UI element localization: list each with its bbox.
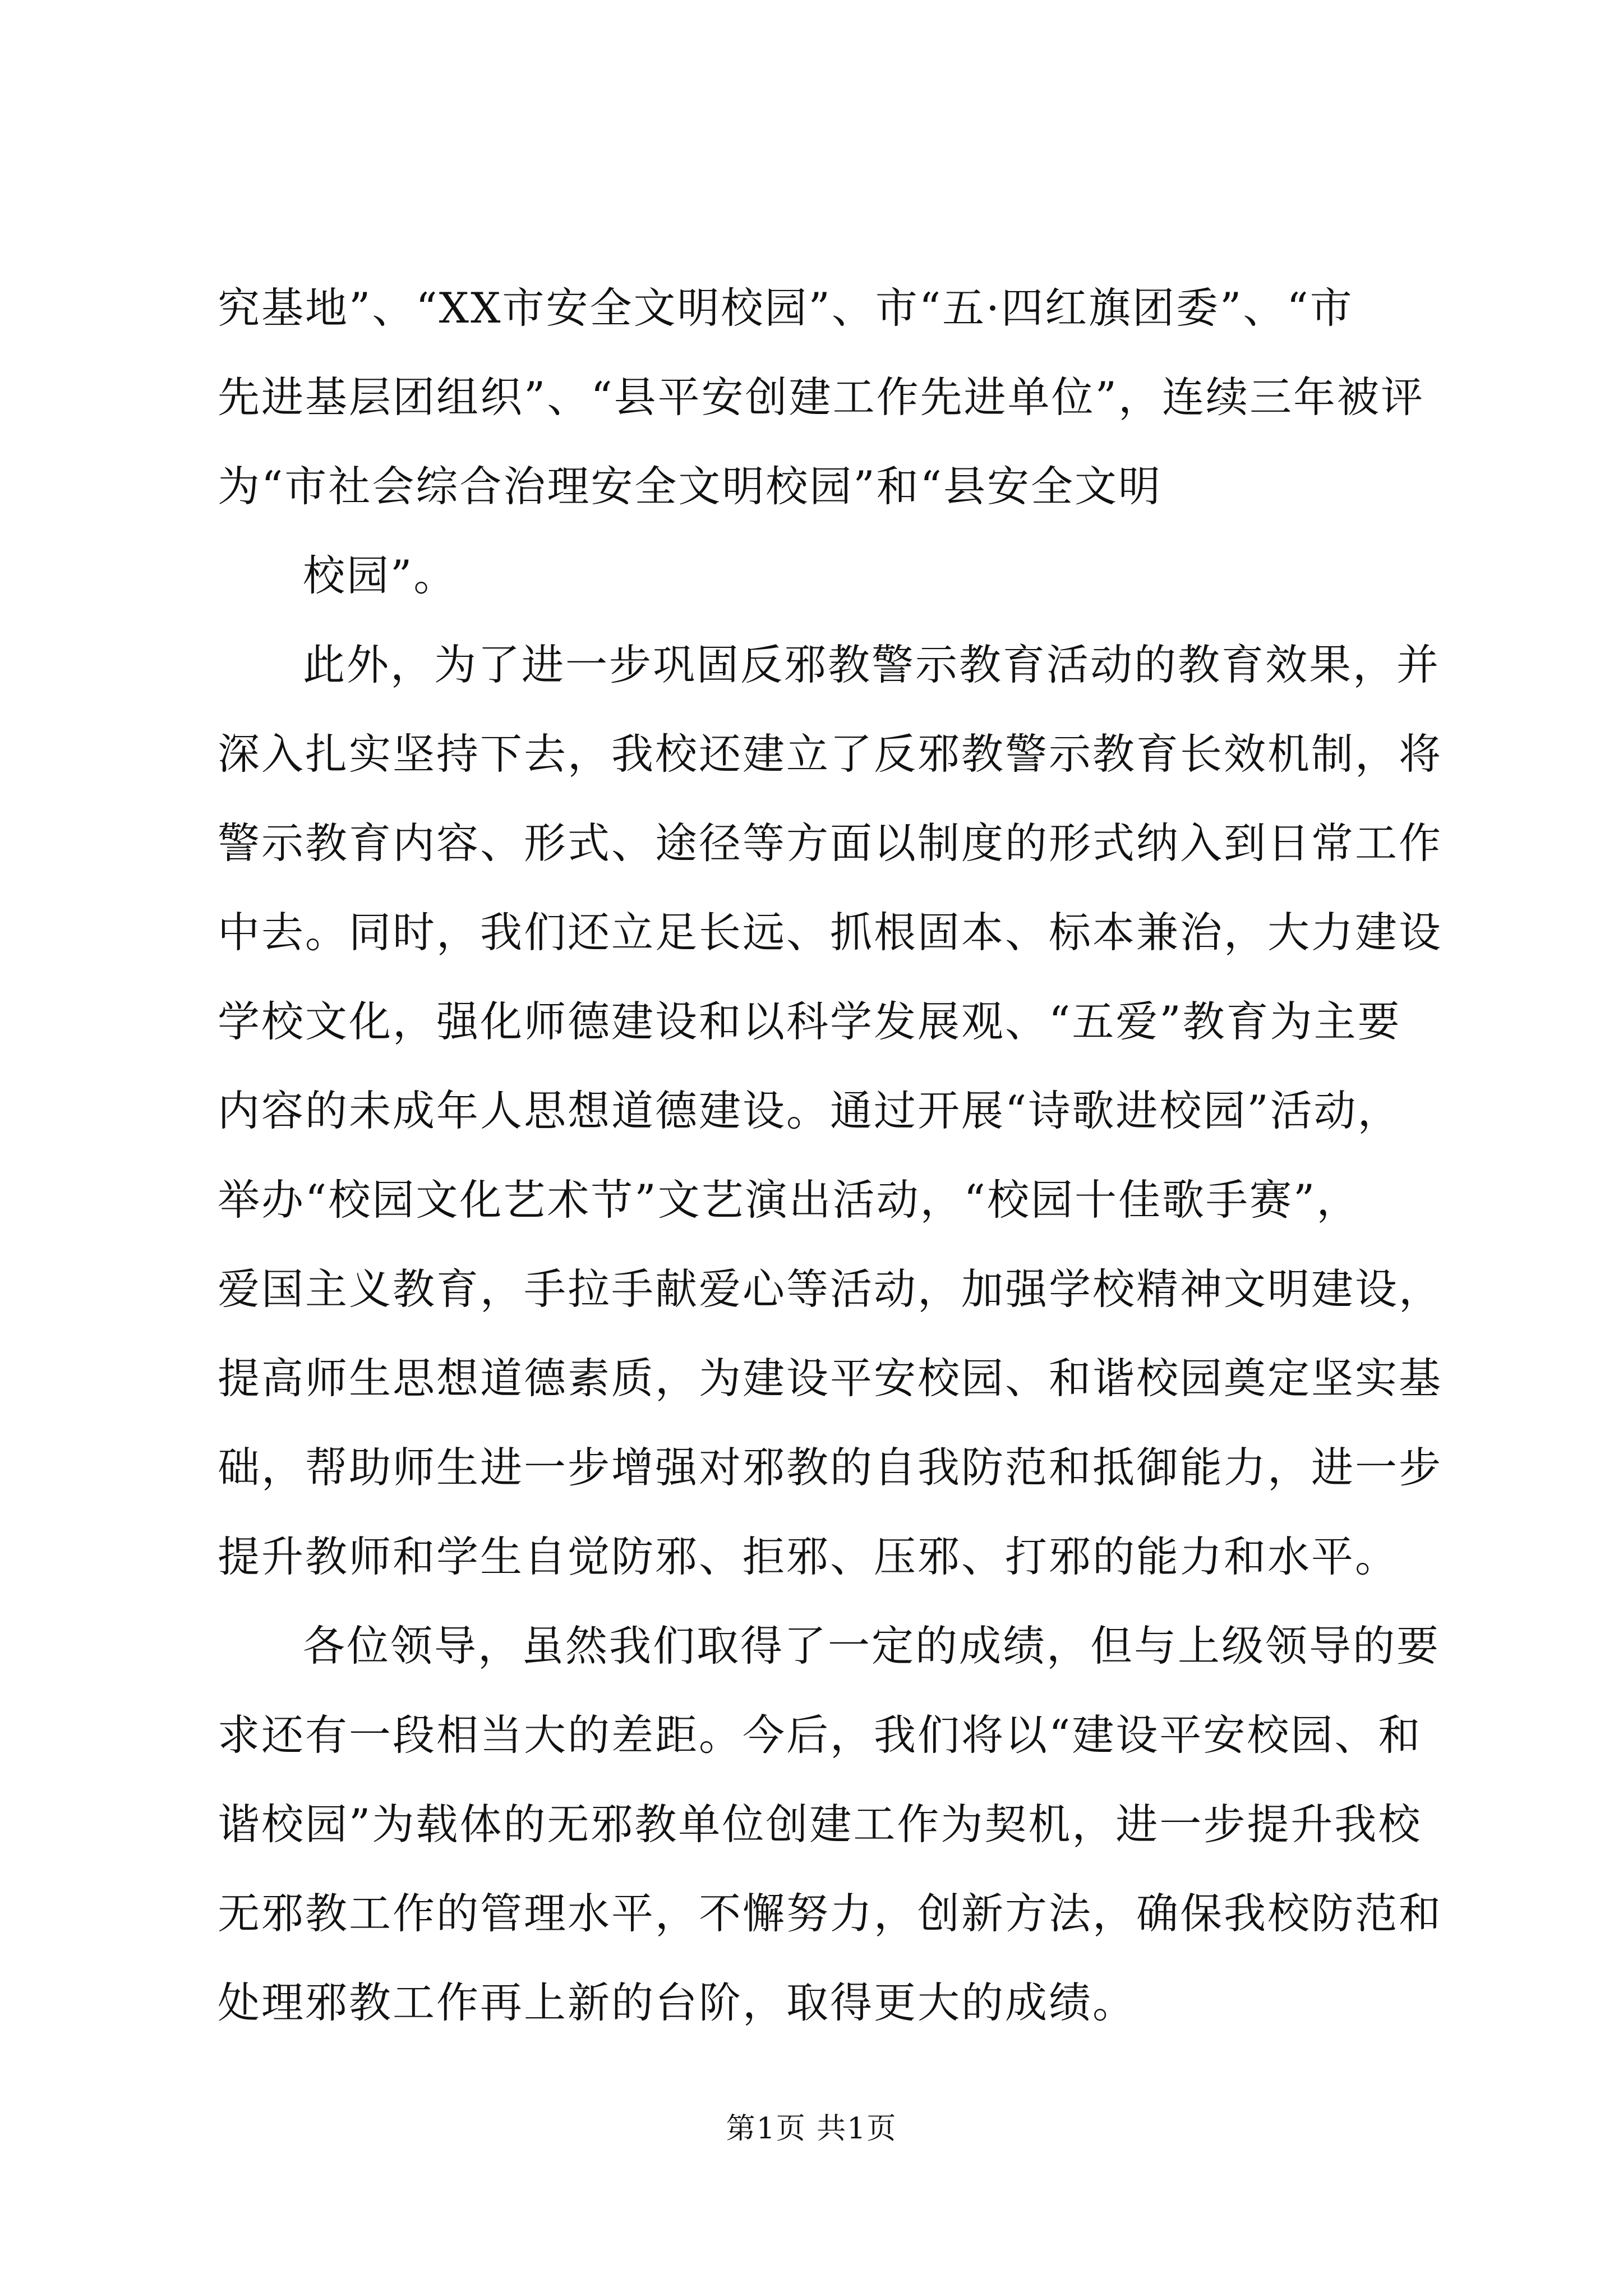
text-line: 谐校园”为载体的无邪教单位创建工作为契机，进一步提升我校 — [218, 1800, 1422, 1849]
text-line: 举办“校园文化艺术节”文艺演出活动，“校园十佳歌手赛”， — [218, 1175, 1361, 1225]
text-line: 究基地”、“XX市安全文明校园”、市“五·四红旗团委”、“市 — [218, 283, 1354, 333]
text-line: 深入扎实坚持下去，我校还建立了反邪教警示教育长效机制，将 — [218, 729, 1443, 779]
page-number-footer: 第1页 共1页 — [726, 2112, 897, 2146]
paragraph-start-line: 各位领导，虽然我们取得了一定的成绩，但与上级领导的要 — [303, 1621, 1441, 1671]
text-line: 校园”。 — [303, 551, 458, 600]
text-line: 础，帮助师生进一步增强对邪教的自我防范和抵御能力，进一步 — [218, 1443, 1443, 1492]
text-line: 为“市社会综合治理安全文明校园”和“县安全文明 — [218, 462, 1163, 511]
text-line: 提升教师和学生自觉防邪、拒邪、压邪、打邪的能力和水平。 — [218, 1532, 1399, 1581]
text-line: 中去。同时，我们还立足长远、抓根固本、标本兼治，大力建设 — [218, 908, 1443, 957]
document-body — [218, 264, 1443, 2047]
text-line: 警示教育内容、形式、途径等方面以制度的形式纳入到日常工作 — [218, 818, 1443, 868]
paragraph-start-line: 此外，为了进一步巩固反邪教警示教育活动的教育效果，并 — [303, 640, 1441, 689]
text-line: 爱国主义教育，手拉手献爱心等活动，加强学校精神文明建设， — [218, 1264, 1443, 1314]
text-line: 学校文化，强化师德建设和以科学发展观、“五爱”教育为主要 — [218, 997, 1401, 1046]
text-line: 无邪教工作的管理水平，不懈努力，创新方法，确保我校防范和 — [218, 1889, 1443, 1938]
text-line: 求还有一段相当大的差距。今后，我们将以“建设平安校园、和 — [218, 1710, 1422, 1760]
text-line: 先进基层团组织”、“县平安创建工作先进单位”，连续三年被评 — [218, 372, 1425, 422]
text-line: 内容的未成年人思想道德建设。通过开展“诗歌进校园”活动， — [218, 1086, 1401, 1135]
text-line: 提高师生思想道德素质，为建设平安校园、和谐校园奠定坚实基 — [218, 1354, 1443, 1403]
text-line: 处理邪教工作再上新的台阶，取得更大的成绩。 — [218, 1978, 1137, 2027]
